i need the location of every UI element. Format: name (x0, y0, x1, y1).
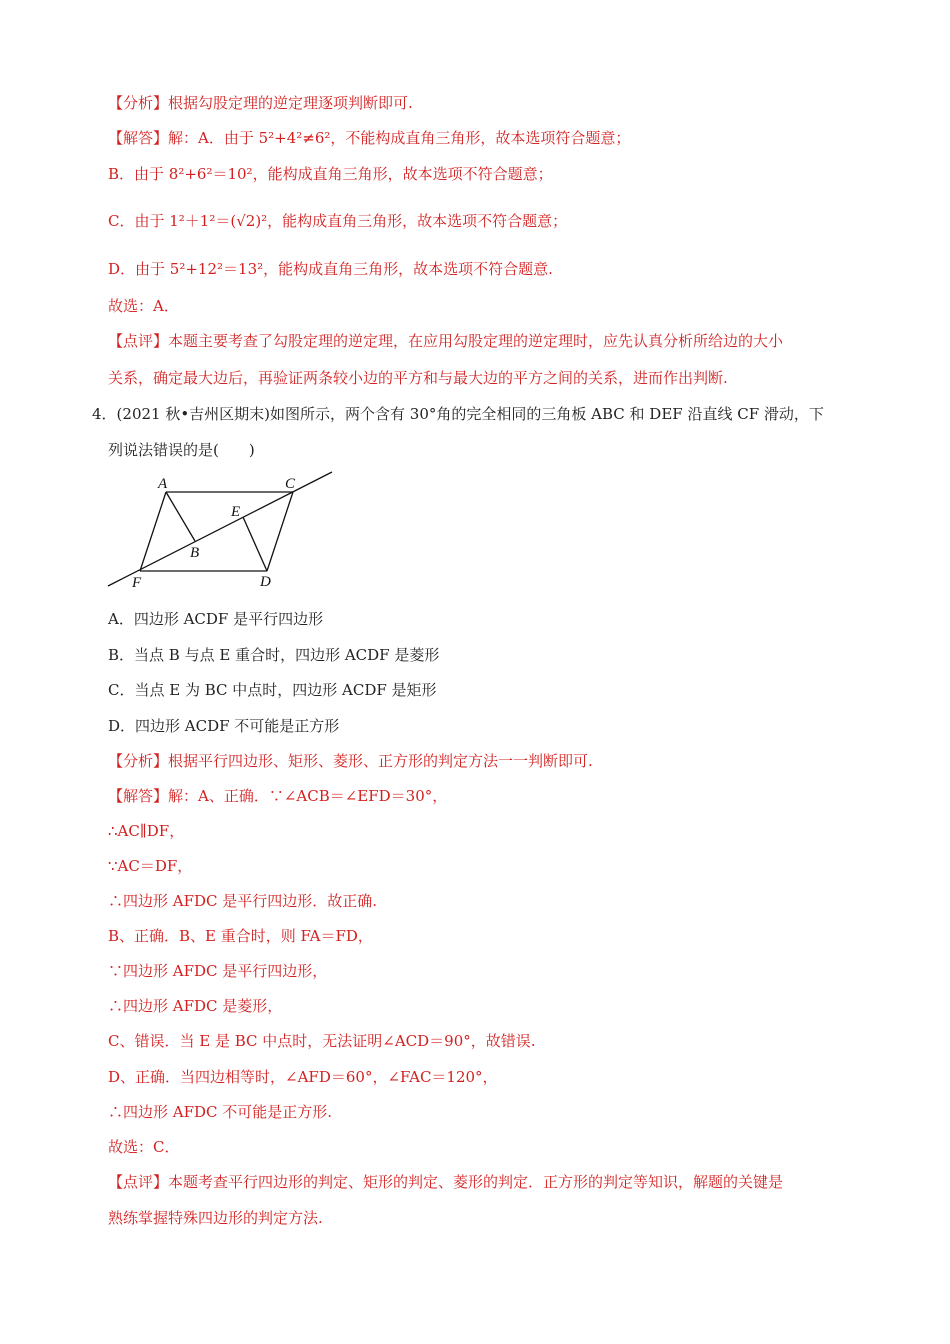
q4-answer-line: 【解答】解：A、正确．∵∠ACB＝∠EFD＝30°， (108, 787, 448, 805)
option-d: D．四边形 ACDF 不可能是正方形 (108, 717, 340, 735)
q3-answer-line: D．由于 5²+12²＝13²，能构成直角三角形，故本选项不符合题意. (108, 260, 553, 278)
q4-answer-line: ∴四边形 AFDC 是平行四边形．故正确. (108, 892, 378, 910)
q4-comment-line: 【点评】本题考查平行四边形的判定、矩形的判定、菱形的判定．正方形的判定等知识，解题的关键是 (108, 1173, 784, 1191)
q4-answer-line: ∴四边形 AFDC 不可能是正方形. (108, 1103, 333, 1121)
q4-answer-line: ∵四边形 AFDC 是平行四边形， (108, 962, 328, 980)
q3-answer-line: B．由于 8²+6²＝10²，能构成直角三角形，故本选项不符合题意； (108, 165, 553, 183)
q3-choice: 故选：A． (108, 297, 179, 315)
segment-ed (243, 517, 267, 571)
q4-answer-line: ∴四边形 AFDC 是菱形， (108, 997, 283, 1015)
q4-answer-line: D、正确．当四边相等时，∠AFD＝60°，∠FAC＝120°， (108, 1068, 498, 1086)
parallelogram-figure (100, 468, 340, 592)
label-f: F (132, 575, 142, 591)
line-cf (108, 472, 332, 586)
label-b: B (190, 545, 200, 561)
segment-ab (166, 492, 195, 541)
option-c: C．当点 E 为 BC 中点时，四边形 ACDF 是矩形 (108, 681, 437, 699)
q4-answer-line: B、正确．B、E 重合时，则 FA＝FD， (108, 927, 373, 945)
label-a: A (158, 476, 168, 492)
q4-analysis: 【分析】根据平行四边形、矩形、菱形、正方形的判定方法一一判断即可. (108, 752, 593, 770)
q4-comment-line: 熟练掌握特殊四边形的判定方法. (108, 1209, 323, 1227)
q3-analysis: 【分析】根据勾股定理的逆定理逐项判断即可. (108, 94, 413, 112)
option-a: A．四边形 ACDF 是平行四边形 (108, 610, 324, 628)
q4-stem-line: 4．(2021 秋•吉州区期末)如图所示，两个含有 30°角的完全相同的三角板 ABC 和 DEF 沿直线 CF 滑动，下 (92, 405, 824, 423)
q3-answer-line: 【解答】解：A．由于 5²+4²≠6²，不能构成直角三角形，故本选项符合题意； (108, 129, 631, 147)
q4-answer-line: ∵AC＝DF， (108, 857, 193, 875)
label-c: C (285, 476, 296, 492)
option-b: B．当点 B 与点 E 重合时，四边形 ACDF 是菱形 (108, 646, 440, 664)
q4-answer-line: ∴AC∥DF， (108, 822, 185, 840)
q4-stem-line: 列说法错误的是( ) (108, 441, 255, 459)
q4-choice: 故选：C． (108, 1138, 180, 1156)
q4-answer-line: C、错误．当 E 是 BC 中点时，无法证明∠ACD＝90°，故错误. (108, 1032, 536, 1050)
segment-cd (267, 492, 293, 571)
q3-comment-line: 【点评】本题主要考查了勾股定理的逆定理，在应用勾股定理的逆定理时，应先认真分析所给边的大小 (108, 332, 784, 350)
q3-comment-line: 关系，确定最大边后，再验证两条较小边的平方和与最大边的平方之间的关系，进而作出判断. (108, 369, 728, 387)
q3-answer-line: C．由于 1²＋1²＝(√2)²，能构成直角三角形，故本选项不符合题意； (108, 212, 568, 230)
label-d: D (260, 574, 271, 590)
label-e: E (231, 504, 241, 520)
